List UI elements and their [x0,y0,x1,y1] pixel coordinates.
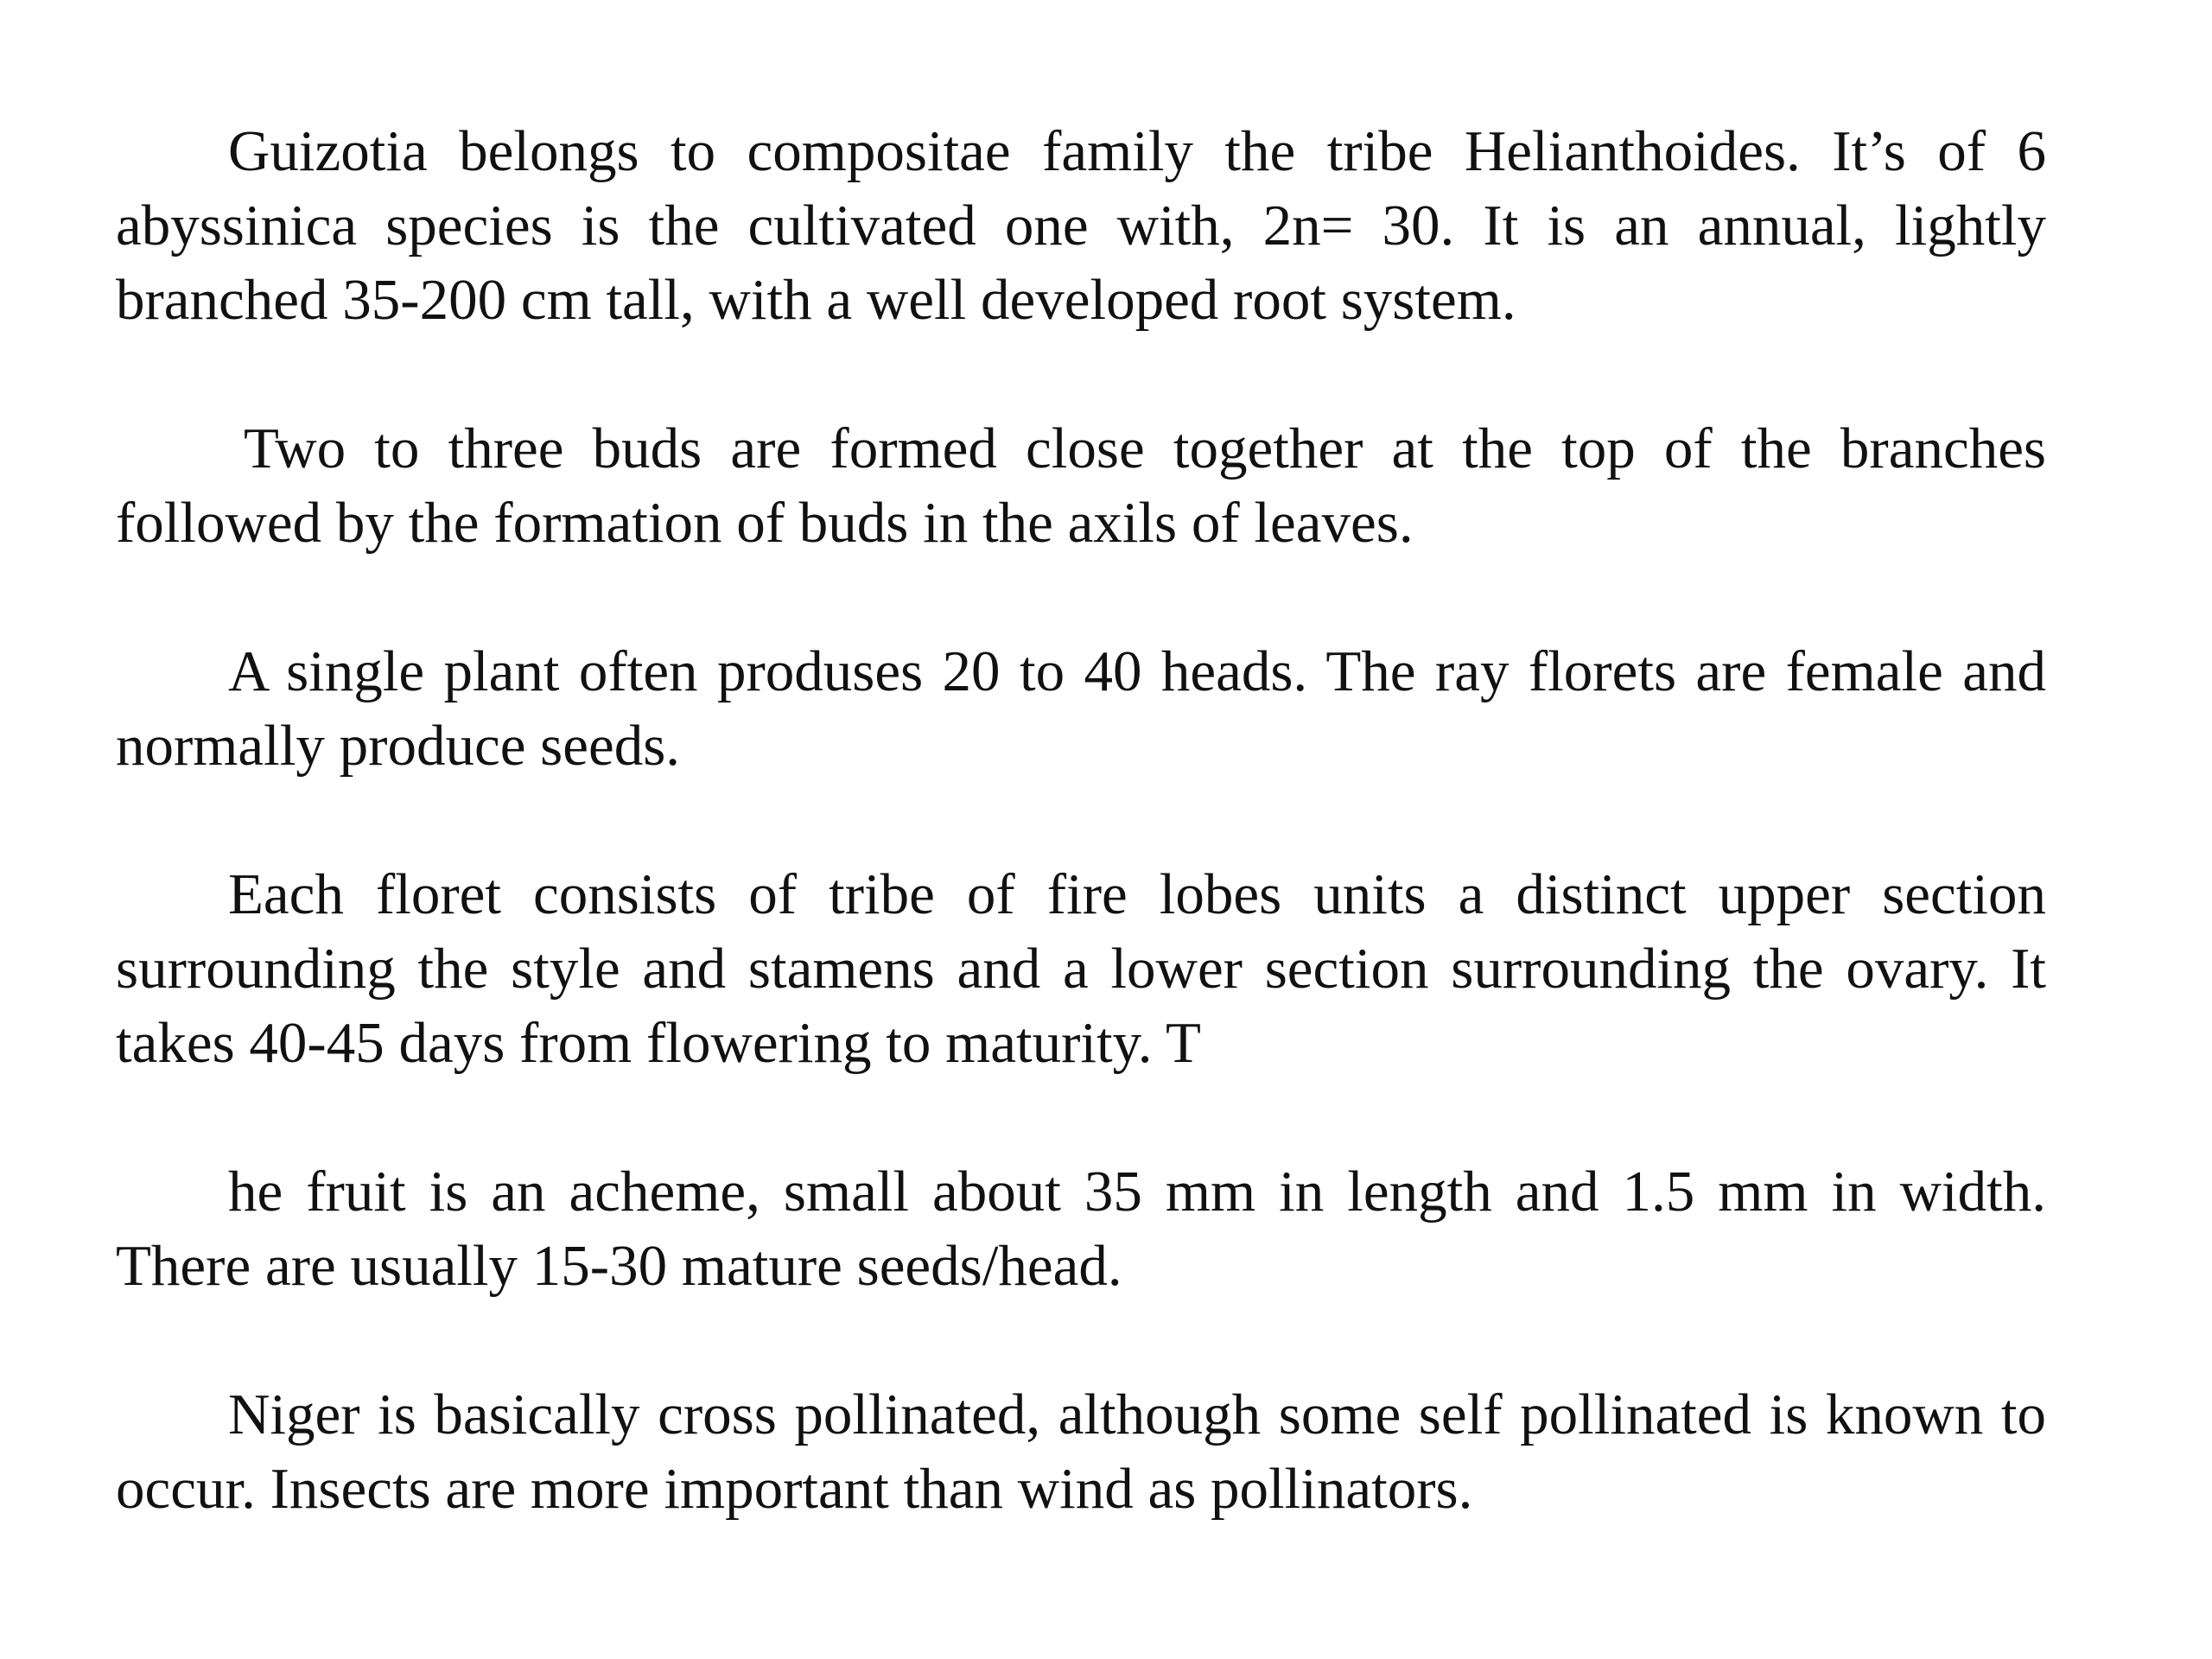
paragraph-6: Niger is basically cross pollinated, although some self pollinated is known to occur. Insects are more important than wind as pollinators. [116,1382,2046,1521]
paragraph-5: he fruit is an acheme, small about 35 mm in length and 1.5 mm in width. There are usually 15-30 mature seeds/head. [116,1160,2046,1298]
paragraph-1: Guizotia belongs to compositae family the tribe Helianthoides. It’s of 6 abyssinica species is the cultivated one with, 2n= 30. It is an annual, lightly branched 35-200 cm tall, with a well developed root system. [116,119,2046,332]
paragraph-2: Two to three buds are formed close together at the top of the branches followed by the formation of buds in the axils of leaves. [116,416,2046,555]
paragraph-4: Each floret consists of tribe of fire lobes units a distinct upper section surrounding the style and stamens and a lower section surrounding the ovary. It takes 40-45 days from flowering to maturity. T [116,862,2046,1075]
paragraph-3: A single plant often produses 20 to 40 heads. The ray florets are female and normally produce seeds. [116,639,2046,778]
document-body [116,114,2046,1526]
